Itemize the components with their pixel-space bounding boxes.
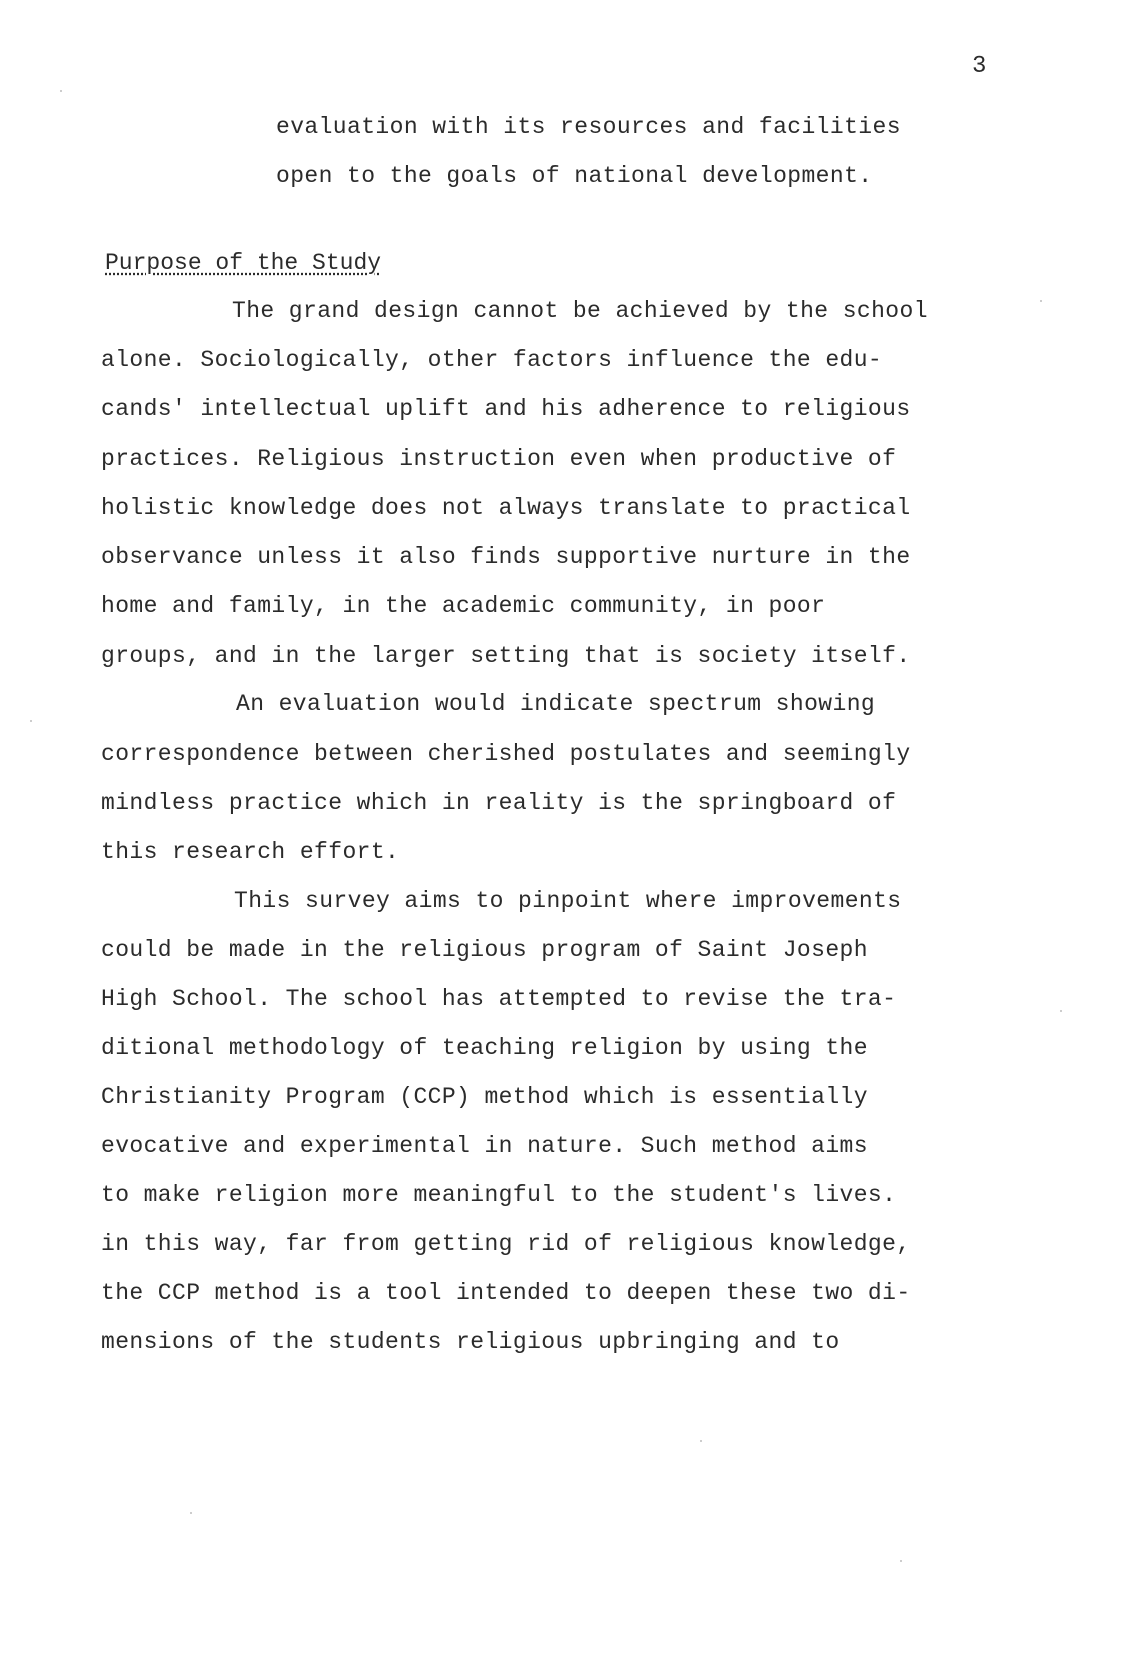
paragraph-3-line: to make religion more meaningful to the student's lives.	[101, 1182, 897, 1208]
paragraph-1-line: alone. Sociologically, other factors influence the edu-	[101, 347, 883, 373]
paragraph-3-line: Christianity Program (CCP) method which is essentially	[101, 1084, 868, 1110]
paragraph-3-line: This survey aims to pinpoint where improvements	[234, 888, 902, 914]
scan-speck	[700, 1440, 702, 1442]
scan-speck	[60, 90, 62, 92]
page-number: 3	[972, 53, 987, 80]
paragraph-3-line: the CCP method is a tool intended to deepen these two di-	[101, 1280, 911, 1306]
paragraph-2-line: mindless practice which in reality is the springboard of	[101, 790, 897, 816]
section-heading: Purpose of the Study	[105, 250, 382, 276]
scan-speck	[30, 720, 32, 722]
paragraph-3-line: High School. The school has attempted to revise the tra-	[101, 986, 897, 1012]
intro-line: open to the goals of national development.	[276, 163, 873, 189]
paragraph-3-line: evocative and experimental in nature. Such method aims	[101, 1133, 868, 1159]
scan-speck	[190, 1512, 192, 1514]
paragraph-3-line: mensions of the students religious upbringing and to	[101, 1329, 840, 1355]
paragraph-2-line: correspondence between cherished postulates and seemingly	[101, 741, 911, 767]
paragraph-1-line: home and family, in the academic community, in poor	[101, 593, 826, 619]
paragraph-1-line: The grand design cannot be achieved by the school	[232, 298, 928, 324]
paragraph-1-line: holistic knowledge does not always translate to practical	[101, 495, 911, 521]
paragraph-1-line: practices. Religious instruction even when productive of	[101, 446, 897, 472]
paragraph-1-line: observance unless it also finds supportive nurture in the	[101, 544, 911, 570]
paragraph-3-line: could be made in the religious program of Saint Joseph	[101, 937, 868, 963]
scan-speck	[1040, 300, 1042, 302]
intro-line: evaluation with its resources and facilities	[276, 114, 901, 140]
scan-speck	[900, 1560, 902, 1562]
paragraph-1-line: groups, and in the larger setting that is society itself.	[101, 643, 911, 669]
paragraph-1-line: cands' intellectual uplift and his adherence to religious	[101, 396, 911, 422]
paragraph-2-line: this research effort.	[101, 839, 400, 865]
scan-speck	[1060, 1010, 1062, 1012]
paragraph-2-line: An evaluation would indicate spectrum showing	[236, 691, 876, 717]
paragraph-3-line: in this way, far from getting rid of religious knowledge,	[101, 1231, 911, 1257]
paragraph-3-line: ditional methodology of teaching religion by using the	[101, 1035, 868, 1061]
